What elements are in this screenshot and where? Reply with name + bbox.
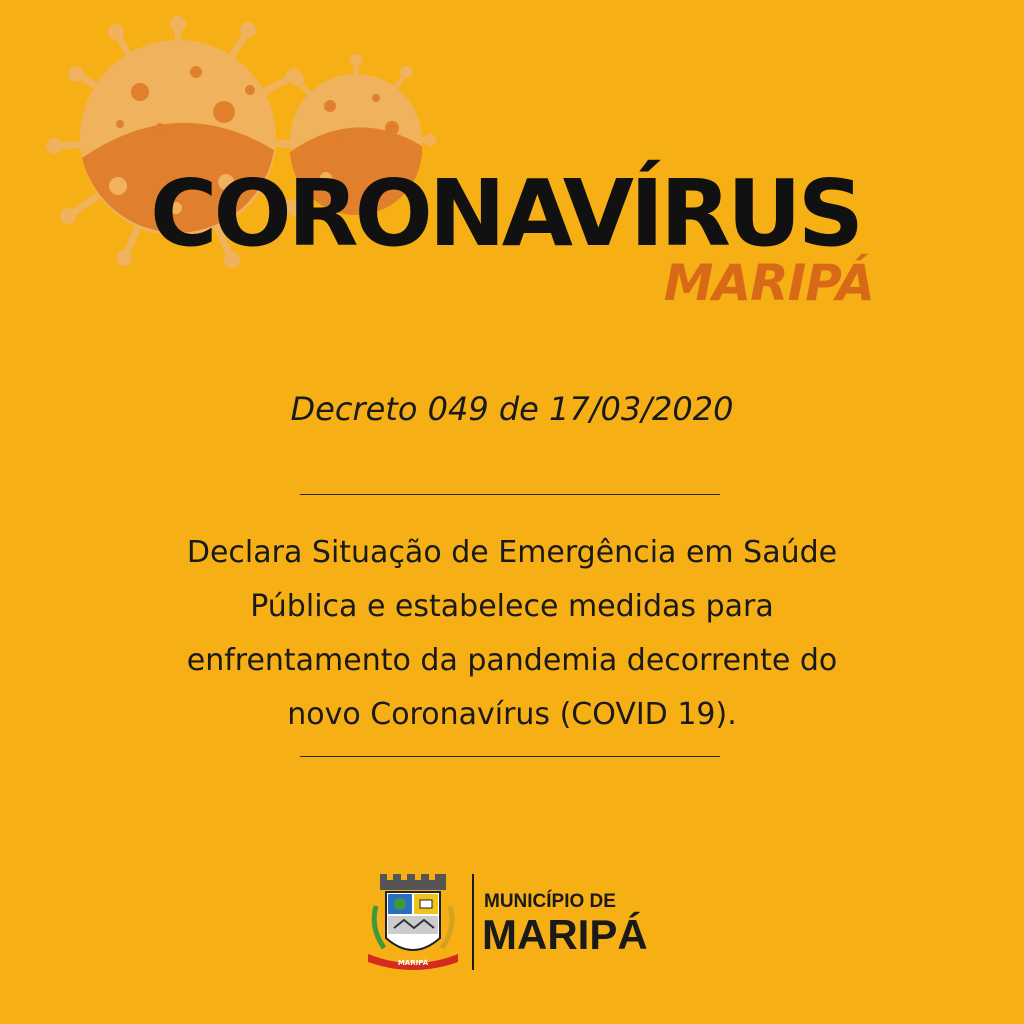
decree-line: enfrentamento da pandemia decorrente do: [186, 643, 838, 678]
decree-line: Declara Situação de Emergência em Saúde: [186, 535, 838, 570]
decree-line: Pública e estabelece medidas para: [250, 589, 774, 624]
svg-text:MARIPÁ: MARIPÁ: [397, 959, 429, 967]
divider-bottom: [300, 756, 720, 757]
decree-line: novo Coronavírus (COVID 19).: [287, 697, 737, 732]
municipality-footer: [360, 868, 680, 978]
decree-heading: Decreto 049 de 17/03/2020: [290, 390, 734, 428]
page-subtitle: MARIPÁ: [663, 254, 874, 312]
divider-top: [300, 494, 720, 495]
municipality-label: MUNICÍPIO DE: [484, 891, 616, 912]
decree-description: [112, 526, 912, 742]
municipality-name: MARIPÁ: [482, 911, 648, 958]
footer-separator: [472, 874, 474, 970]
page-title: CORONAVÍRUS: [150, 160, 860, 267]
coat-of-arms-icon: [360, 868, 466, 974]
